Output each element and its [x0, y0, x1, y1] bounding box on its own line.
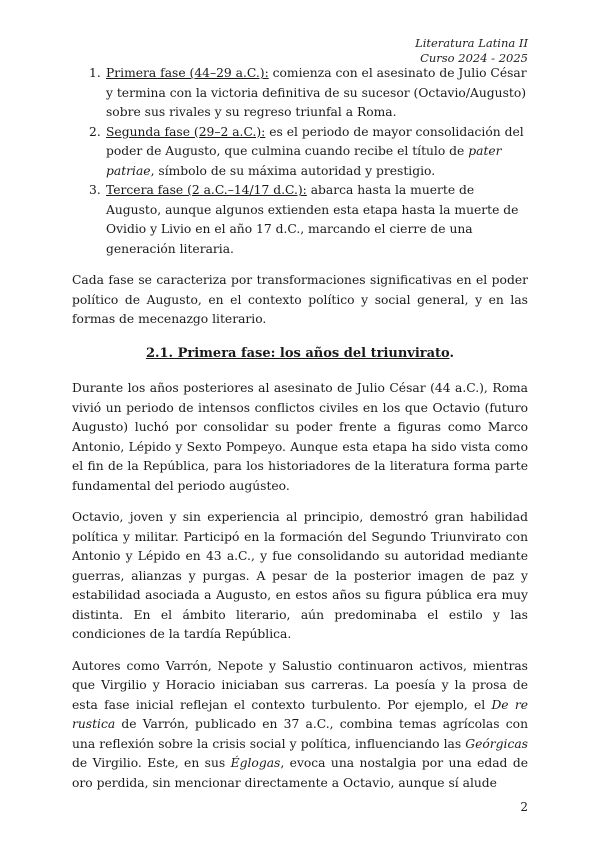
phase-text: es el periodo de mayor consolidación del poder de Augusto, que culmina cuando recibe el título de: [106, 124, 524, 158]
text-run: de Virgilio. Este, en sus: [72, 756, 231, 770]
italic-title: Églogas: [230, 756, 281, 770]
phase-title: Tercera fase (2 a.C.–14/17 d.C.):: [106, 183, 307, 197]
section-heading: [72, 344, 528, 364]
page-number: 2: [520, 800, 528, 814]
text-run: de Varrón, publicado en 37 a.C., combina temas agrícolas con una reflexión sobre la crisis social y política, influenciando las: [72, 717, 528, 751]
phases-list: [72, 64, 528, 259]
list-number: 3.: [89, 183, 101, 197]
list-number: 2.: [89, 124, 101, 139]
course-year: Curso 2024 - 2025: [420, 51, 528, 65]
phase-text-end: , símbolo de su máxima autoridad y prestigio.: [150, 163, 436, 178]
phase-title: Primera fase (44–29 a.C.):: [106, 66, 269, 80]
list-item: [72, 181, 528, 259]
phase-text: comienza con el asesinato de Julio César y termina con la victoria definitiva de su sucesor (Octavio/Augusto) sobre sus rivales y su regreso triunfal a Roma.: [106, 66, 527, 119]
phase-italic-term: pater patriae: [106, 144, 502, 178]
italic-title: Geórgicas: [465, 736, 528, 751]
list-item: [72, 123, 528, 182]
page-content: [72, 64, 528, 793]
body-paragraph: Octavio, joven y sin experiencia al principio, demostró gran habilidad política y militar. Participó en la formación del Segundo Triunvirato con Antonio y Lépido en 43 a.C., y fue consolidando su autoridad mediante guerras, alianzas y purgas. A pesar de la posterior imagen de paz y estabilidad asociada a Augusto, en estos años su figura pública era muy distinta. En el ámbito literario, aún predominaba el estilo y las condiciones de la tardía República.: [72, 510, 528, 641]
italic-title: De re rustica: [72, 697, 528, 731]
list-item: [72, 64, 528, 123]
text-run: , evoca una nostalgia por una edad de oro perdida, sin mencionar directamente a Octavio, aunque sí alude: [72, 756, 528, 790]
body-paragraph: Durante los años posteriores al asesinato de Julio César (44 a.C.), Roma vivió un periodo de intensos conflictos civiles en los que Octavio (futuro Augusto) luchó por consolidar su poder frente a figuras como Marco Antonio, Lépido y Sexto Pompeyo. Aunque esta etapa ha sido vista como el fin de la República, para los historiadores de la literatura forma parte fundamental del periodo augústeo.: [72, 381, 528, 493]
phase-text: abarca hasta la muerte de Augusto, aunque algunos extienden esta etapa hasta la muerte de Ovidio y Livio en el año 17 d.C., marcando el cierre de una generación literaria.: [106, 183, 519, 256]
phase-title: Segunda fase (29–2 a.C.):: [106, 124, 266, 139]
text-run: Autores como Varrón, Nepote y Salustio continuaron activos, mientras que Virgilio y Horacio iniciaban sus carreras. La poesía y la prosa de esta fase inicial reflejan el contexto turbulento. Por ejemplo, el: [72, 658, 528, 712]
page-header: [415, 36, 528, 66]
section-heading-period: .: [449, 345, 455, 361]
section-heading-text: 2.1. Primera fase: los años del triunvirato: [145, 345, 450, 361]
course-title: Literatura Latina II: [415, 36, 528, 50]
list-number: 1.: [89, 66, 101, 80]
body-paragraph: [72, 657, 528, 794]
intro-paragraph: Cada fase se caracteriza por transformaciones significativas en el poder político de Augusto, en el contexto político y social general, y en las formas de mecenazgo literario.: [72, 273, 528, 326]
